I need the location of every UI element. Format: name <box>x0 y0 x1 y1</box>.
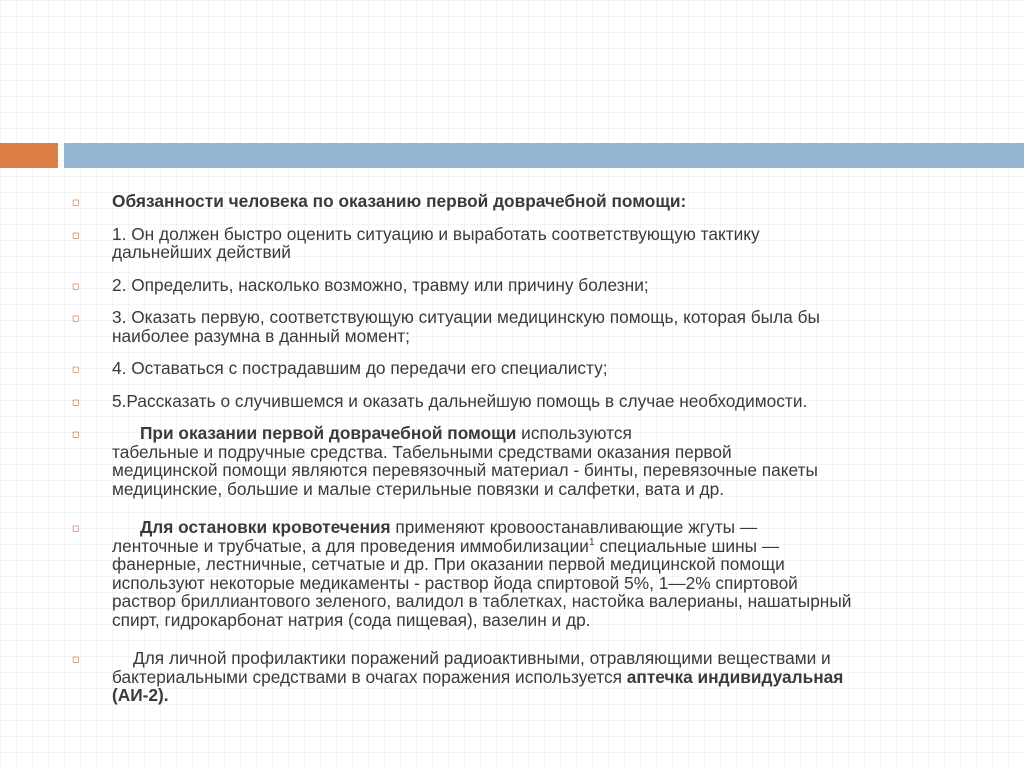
bullet-icon: ◻ <box>72 396 80 407</box>
slide-content <box>72 192 982 719</box>
list-item: ◻ 2. Определить, насколько возможно, травму или причину болезни; <box>72 274 649 295</box>
bullet-icon: ◻ <box>72 229 80 240</box>
bullet-icon: ◻ <box>72 364 80 374</box>
list-item: ◻ 5.Рассказать о случившемся и оказать дальнейшую помощь в случае необходимости. <box>72 390 808 411</box>
list-item: ◻ 3. Оказать первую, соответствующую ситуации медицинскую помощь, которая была бы наиболее разумна в данный момент; <box>72 307 820 346</box>
paragraph-kit: ◻ Для личной профилактики поражений радиоактивными, отравляющими веществами и бактериальными средствами в очагах поражения используется аптечка индивидуальная (АИ-2). <box>72 648 844 705</box>
bullet-icon: ◻ <box>72 313 80 323</box>
bullet-icon: ◻ <box>72 523 80 533</box>
title-bar-blue <box>64 143 1024 168</box>
list-item-heading <box>72 192 982 211</box>
bullet-icon: ◻ <box>72 197 80 207</box>
bullet-icon: ◻ <box>72 280 80 291</box>
bullet-icon: ◻ <box>72 429 80 439</box>
paragraph-supplies: ◻ При оказании первой доврачебной помощи используются табельные и подручные средства. Табельными средствами оказания первой медицинской помощи являются перевязочный материал - бинты, перевязочные пакеты медицинские, большие и малые стерильные повязки и салфетки, вата и др. <box>72 423 818 499</box>
slide-heading: Обязанности человека по оказанию первой доврачебной помощи: <box>112 191 687 211</box>
paragraph-bleeding: ◻ Для остановки кровотечения применяют кровоостанавливающие жгуты — ленточные и трубчатые, а для проведения иммобилизации$^1$ специальные шины — фанерные, лестничные, сетчатые и др. При оказании первой медицинской помощи используют некоторые медикаменты - раствор йода спиртовой 5%, 1—2% спиртовой раствор бриллиантового зеленого, валидол в таблетках, настойка валерианы, нашатырный спирт, гидрокарбонат натрия (сода пищевая), вазелин и др. <box>72 517 852 630</box>
list-item: ◻ 4. Оставаться с пострадавшим до передачи его специалисту; <box>72 358 608 378</box>
bullet-icon: ◻ <box>72 654 80 664</box>
accent-bar-orange <box>0 143 58 168</box>
list-item: ◻ 1. Он должен быстро оценить ситуацию и выработать соответствующую тактику дальнейших действий <box>72 223 760 262</box>
